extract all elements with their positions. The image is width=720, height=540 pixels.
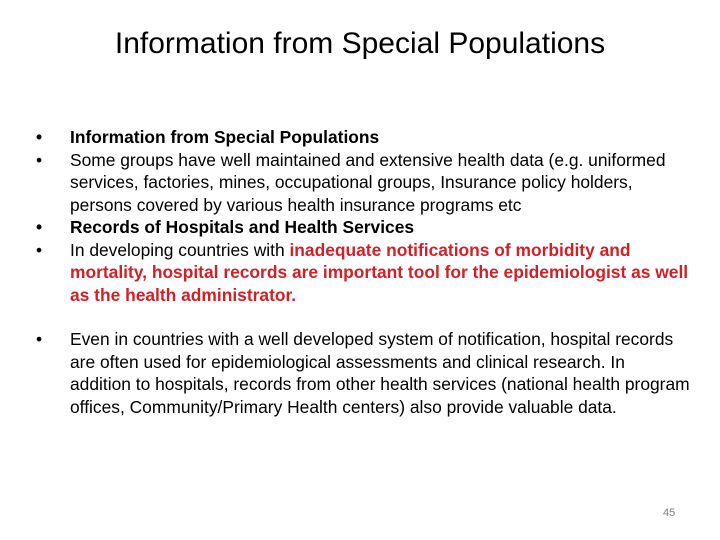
bullet-item xyxy=(0,216,720,239)
bullet-item xyxy=(0,328,720,418)
bullet-marker: • xyxy=(36,239,43,260)
bullet-item xyxy=(0,126,720,149)
bullet-text: Records of Hospitals and Health Services xyxy=(70,217,415,237)
slide-title: Information from Special Populations xyxy=(114,27,606,60)
bullet-item xyxy=(0,149,720,217)
page-number: 45 xyxy=(663,507,676,519)
bullet-marker: • xyxy=(36,329,43,349)
bullet-marker: • xyxy=(36,217,43,237)
bullet-marker: • xyxy=(36,127,43,147)
bullet-text: In developing countries with xyxy=(70,239,290,260)
bullet-list xyxy=(0,126,720,418)
bullet-text: Even in countries with a well developed system of notification, hospital records are often used for epidemiological assessments and clinical research. In addition to hospitals, records from other health services (national health program offices, Community/Primary Health centers) also provide valuable data. xyxy=(70,329,690,417)
bullet-text: Some groups have well maintained and extensive health data (e.g. uniformed services, factories, mines, occupational groups, Insurance policy holders, persons covered by various health insurance programs etc xyxy=(70,149,666,215)
highlighted-text: inadequate notifications of morbidity and mortality, hospital records are important tool for the epidemiologist as well as the health administrator. xyxy=(70,239,689,305)
bullet-item xyxy=(0,239,720,307)
bullet-text: Information from Special Populations xyxy=(70,127,380,147)
spacer xyxy=(0,306,720,328)
bullet-marker: • xyxy=(36,149,43,170)
